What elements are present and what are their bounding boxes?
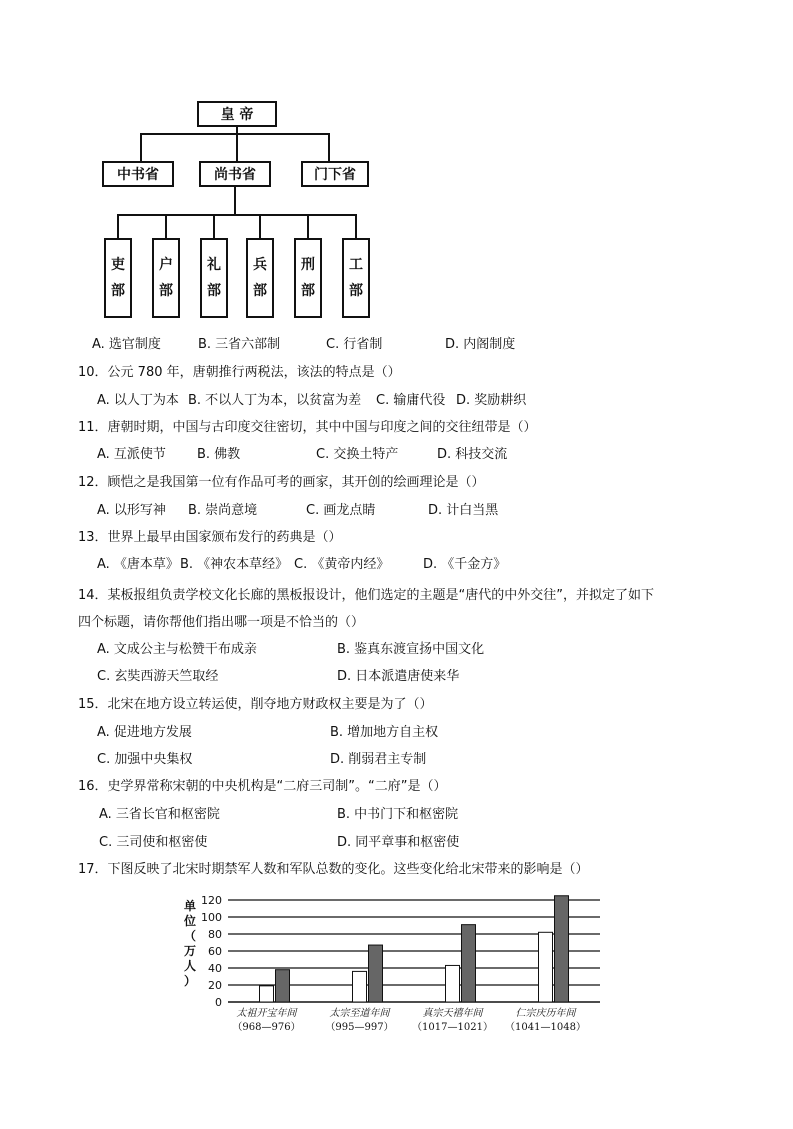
- y-axis-label-char: 单: [183, 899, 197, 913]
- q11-option-d: D. 科技交流: [437, 447, 508, 462]
- q14-option-a: A. 文成公主与松赞干布成亲: [97, 642, 257, 657]
- connector: [140, 133, 330, 135]
- x-ticks: [232, 1007, 586, 1033]
- ministry-box-gong: 工 部: [342, 238, 370, 318]
- x-tick-label: 真宗天禧年间: [422, 1008, 483, 1019]
- connector: [213, 214, 215, 238]
- q13-option-b: B. 《神农本草经》: [180, 557, 289, 572]
- ministry-box-xing: 刑 部: [294, 238, 322, 318]
- connector: [259, 214, 261, 238]
- x-tick-label: 仁宗庆历年间: [515, 1008, 576, 1019]
- q17-stem: 17．下图反映了北宋时期禁军人数和军队总数的变化。这些变化给北宋带来的影响是（）: [78, 862, 589, 877]
- q9-option-c: C. 行省制: [326, 337, 383, 352]
- q15-option-c: C. 加强中央集权: [97, 752, 193, 767]
- y-tick-label: 20: [208, 979, 222, 992]
- q11-option-b: B. 佛教: [197, 447, 241, 462]
- q16-stem: 16．史学界常称宋朝的中央机构是“二府三司制”。“二府”是（）: [78, 779, 447, 794]
- q14-option-b: B. 鉴真东渡宣扬中国文化: [337, 642, 485, 657]
- three-departments-six-ministries-diagram: [95, 95, 385, 325]
- y-tick-label: 120: [201, 894, 222, 907]
- q9-option-b: B. 三省六部制: [198, 337, 281, 352]
- x-tick-years: （968—976）: [232, 1022, 301, 1033]
- x-tick-label: 太祖开宝年间: [236, 1008, 297, 1019]
- shangshu-box: 尚书省: [199, 161, 271, 187]
- bar-series-1: [353, 971, 367, 1002]
- y-tick-label: 40: [208, 962, 222, 975]
- y-axis-label-char: （: [183, 929, 197, 943]
- ministry-box-li-personnel: 吏 部: [104, 238, 132, 318]
- y-axis-label-char: 万: [183, 944, 197, 958]
- q16-option-c: C. 三司使和枢密使: [99, 835, 208, 850]
- connector: [117, 214, 357, 216]
- x-tick-years: （995—997）: [325, 1022, 394, 1033]
- y-axis-label-char: 位: [183, 914, 197, 928]
- chart-svg: [180, 888, 610, 1038]
- q10-stem: 10．公元 780 年，唐朝推行两税法，该法的特点是（）: [78, 365, 401, 380]
- q9-option-d: D. 内阁制度: [445, 337, 516, 352]
- ministry-box-hu: 户 部: [152, 238, 180, 318]
- x-tick-label: 太宗至道年间: [329, 1008, 390, 1019]
- q10-option-c: C. 输庸代役: [376, 393, 446, 408]
- connector: [307, 214, 309, 238]
- q15-stem: 15．北宋在地方设立转运使，削夺地方财政权主要是为了（）: [78, 697, 433, 712]
- q10-option-a: A. 以人丁为本: [97, 393, 179, 408]
- q14-stem-line1: 14．某板报组负责学校文化长廊的黑板报设计，他们选定的主题是“唐代的中外交往”，并拟定了如下: [78, 588, 655, 603]
- q12-option-c: C. 画龙点睛: [306, 503, 376, 518]
- y-ticks: [201, 894, 222, 1009]
- y-tick-label: 60: [208, 945, 222, 958]
- y-tick-label: 100: [201, 911, 222, 924]
- q16-option-d: D. 同平章事和枢密使: [337, 835, 460, 850]
- q13-option-d: D. 《千金方》: [423, 557, 507, 572]
- bar-series-1: [539, 932, 553, 1002]
- x-tick-years: （1041—1048）: [505, 1022, 586, 1033]
- emperor-box: 皇 帝: [197, 101, 277, 127]
- x-tick-years: （1017—1021）: [412, 1022, 493, 1033]
- connector: [117, 214, 119, 238]
- q14-option-d: D. 日本派遣唐使来华: [337, 669, 460, 684]
- connector: [140, 133, 142, 161]
- q12-option-b: B. 崇尚意境: [188, 503, 258, 518]
- q11-option-a: A. 互派使节: [97, 447, 166, 462]
- y-tick-label: 80: [208, 928, 222, 941]
- q9-option-a: A. 选官制度: [92, 337, 161, 352]
- q14-option-c: C. 玄奘西游天竺取经: [97, 669, 219, 684]
- q13-option-c: C. 《黄帝内经》: [294, 557, 390, 572]
- q10-option-d: D. 奖励耕织: [456, 393, 527, 408]
- ministry-box-bing: 兵 部: [246, 238, 274, 318]
- connector: [234, 187, 236, 215]
- y-tick-label: 0: [215, 996, 222, 1009]
- q15-option-a: A. 促进地方发展: [97, 725, 192, 740]
- y-axis-label: [183, 898, 196, 988]
- q15-option-d: D. 削弱君主专制: [330, 752, 427, 767]
- q12-option-d: D. 计白当黑: [428, 503, 499, 518]
- zhongshu-box: 中书省: [102, 161, 174, 187]
- bar-series-2: [276, 970, 290, 1002]
- connector: [328, 133, 330, 161]
- menxia-box: 门下省: [301, 161, 369, 187]
- q15-option-b: B. 增加地方自主权: [330, 725, 439, 740]
- y-axis-label-char: 人: [183, 959, 197, 973]
- q12-option-a: A. 以形写神: [97, 503, 166, 518]
- song-army-bar-chart: [180, 888, 610, 1038]
- bar-series-2: [462, 925, 476, 1002]
- bars: [260, 896, 569, 1002]
- q12-stem: 12．顾恺之是我国第一位有作品可考的画家，其开创的绘画理论是（）: [78, 475, 485, 490]
- bar-series-2: [369, 945, 383, 1002]
- ministry-box-li-rites: 礼 部: [200, 238, 228, 318]
- q16-option-a: A. 三省长官和枢密院: [99, 807, 220, 822]
- connector: [236, 133, 238, 161]
- connector: [355, 214, 357, 238]
- connector: [165, 214, 167, 238]
- q13-stem: 13．世界上最早由国家颁布发行的药典是（）: [78, 530, 342, 545]
- q16-option-b: B. 中书门下和枢密院: [337, 807, 459, 822]
- q14-stem-line2: 四个标题，请你帮他们指出哪一项是不恰当的（）: [78, 615, 365, 630]
- bar-series-1: [446, 965, 460, 1002]
- q13-option-a: A. 《唐本草》: [97, 557, 179, 572]
- bar-series-2: [555, 896, 569, 1002]
- q10-option-b: B. 不以人丁为本，以贫富为差: [188, 393, 362, 408]
- q11-stem: 11．唐朝时期，中国与古印度交往密切，其中中国与印度之间的交往纽带是（）: [78, 420, 537, 435]
- bar-series-1: [260, 986, 274, 1002]
- y-axis-label-char: ）: [183, 974, 197, 988]
- q11-option-c: C. 交换土特产: [316, 447, 399, 462]
